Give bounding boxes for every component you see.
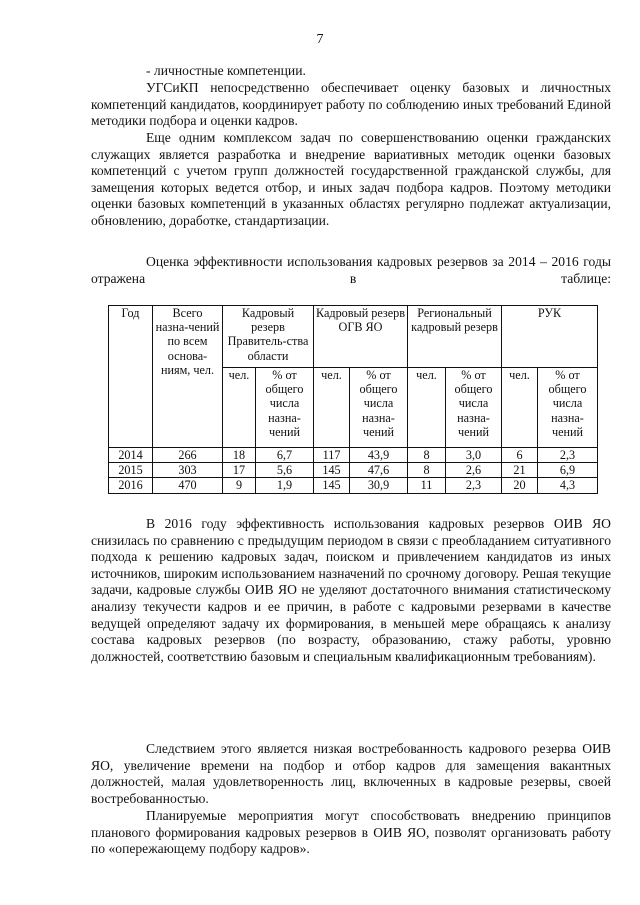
cell-ogv-people: 145 [314, 478, 350, 493]
header-percent: % от общего числа назна-чений [446, 368, 502, 448]
header-people: чел. [223, 368, 256, 448]
cell-year: 2016 [109, 478, 153, 493]
cell-reg-people: 8 [408, 448, 446, 463]
paragraph-methods: Еще одним комплексом задач по совершенствованию оценки гражданских служащих является разработка и внедрение вариативных методик оценки базовых компетенций с учетом групп должностей государственной гражданской службы, для замещения которых ведется отбор, и иных задач подбора кадров. Поэтому методики оценки базовых компетенций в указанных областях регулярно подлежат актуализации, обновлению, доработке, стандартизации. [91, 130, 611, 228]
header-gov-reserve: Кадровый резерв Правитель-ства области [223, 306, 314, 368]
cell-gov-people: 9 [223, 478, 256, 493]
paragraph-table-intro: Оценка эффективности использования кадровых резервов за 2014 – 2016 годы отражена в таблице: [91, 254, 611, 286]
cell-ogv-percent: 47,6 [350, 463, 408, 478]
cell-total: 303 [153, 463, 223, 478]
header-year: Год [109, 306, 153, 448]
header-percent: % от общего числа назна-чений [538, 368, 598, 448]
header-regional-reserve: Региональный кадровый резерв [408, 306, 502, 368]
cell-gov-percent: 5,6 [256, 463, 314, 478]
cell-ogv-percent: 30,9 [350, 478, 408, 493]
header-people: чел. [314, 368, 350, 448]
cell-reg-percent: 2,6 [446, 463, 502, 478]
paragraph-2016-efficiency: В 2016 году эффективность использования кадровых резервов ОИВ ЯО снизилась по сравнению с предыдущим периодом в связи с преобладанием ситуативного подхода к решению кадровых задач, поиском и привлечением кандидатов из иных источников, широким использованием назначений по срочному договору. Решая текущие задачи, кадровые службы ОИВ ЯО не уделяют достаточного внимания статистическому анализу текучести кадров и ее причин, в работе с кадровыми резервами в качестве ведущей определяют задачу их формирования, в меньшей мере обращаясь к анализу состава кадровых резервов (по возрасту, образованию, стажу работы, уровню должностей, соответствию базовым и специальным квалификационным требованиям). [91, 516, 611, 664]
cell-gov-people: 18 [223, 448, 256, 463]
page-number: 7 [316, 32, 324, 47]
cell-year: 2015 [109, 463, 153, 478]
cell-ruk-percent: 4,3 [538, 478, 598, 493]
cell-total: 470 [153, 478, 223, 493]
paragraph-planned-measures: Планируемые мероприятия могут способствовать внедрению принципов планового формирования кадровых резервов в ОИВ ЯО, позволят организовать работу по «опережающему подбору кадров». [91, 808, 611, 857]
cell-ogv-percent: 43,9 [350, 448, 408, 463]
paragraph-consequence: Следствием этого является низкая востребованность кадрового резерва ОИВ ЯО, увеличение времени на подбор и отбор кадров для замещения вакантных должностей, малая удовлетворенность лиц, включенных в кадровые резервы, своей востребованностью. [91, 741, 611, 806]
header-people: чел. [502, 368, 538, 448]
header-people: чел. [408, 368, 446, 448]
cell-gov-people: 17 [223, 463, 256, 478]
cell-ruk-percent: 6,9 [538, 463, 598, 478]
cell-gov-percent: 1,9 [256, 478, 314, 493]
cell-year: 2014 [109, 448, 153, 463]
cell-reg-percent: 2,3 [446, 478, 502, 493]
cell-reg-people: 8 [408, 463, 446, 478]
cell-reg-percent: 3,0 [446, 448, 502, 463]
paragraph-competencies: - личностные компетенции. [146, 63, 306, 78]
cell-ogv-people: 145 [314, 463, 350, 478]
reserve-efficiency-table [108, 305, 598, 494]
table-row [109, 448, 598, 463]
header-ogv-reserve: Кадровый резерв ОГВ ЯО [314, 306, 408, 368]
cell-total: 266 [153, 448, 223, 463]
table-row [109, 478, 598, 493]
header-ruk: РУК [502, 306, 598, 368]
cell-ruk-people: 20 [502, 478, 538, 493]
cell-reg-people: 11 [408, 478, 446, 493]
cell-ogv-people: 117 [314, 448, 350, 463]
header-percent: % от общего числа назна-чений [350, 368, 408, 448]
paragraph-ugsikp: УГСиКП непосредственно обеспечивает оценку базовых и личностных компетенций кандидатов, координирует работу по соблюдению иных требований Единой методики подбора и оценки кадров. [91, 80, 611, 129]
table-row [109, 463, 598, 478]
header-total: Всего назна-чений по всем основа-ниям, чел. [153, 306, 223, 448]
header-percent: % от общего числа назна-чений [256, 368, 314, 448]
cell-ruk-people: 6 [502, 448, 538, 463]
cell-gov-percent: 6,7 [256, 448, 314, 463]
cell-ruk-people: 21 [502, 463, 538, 478]
cell-ruk-percent: 2,3 [538, 448, 598, 463]
